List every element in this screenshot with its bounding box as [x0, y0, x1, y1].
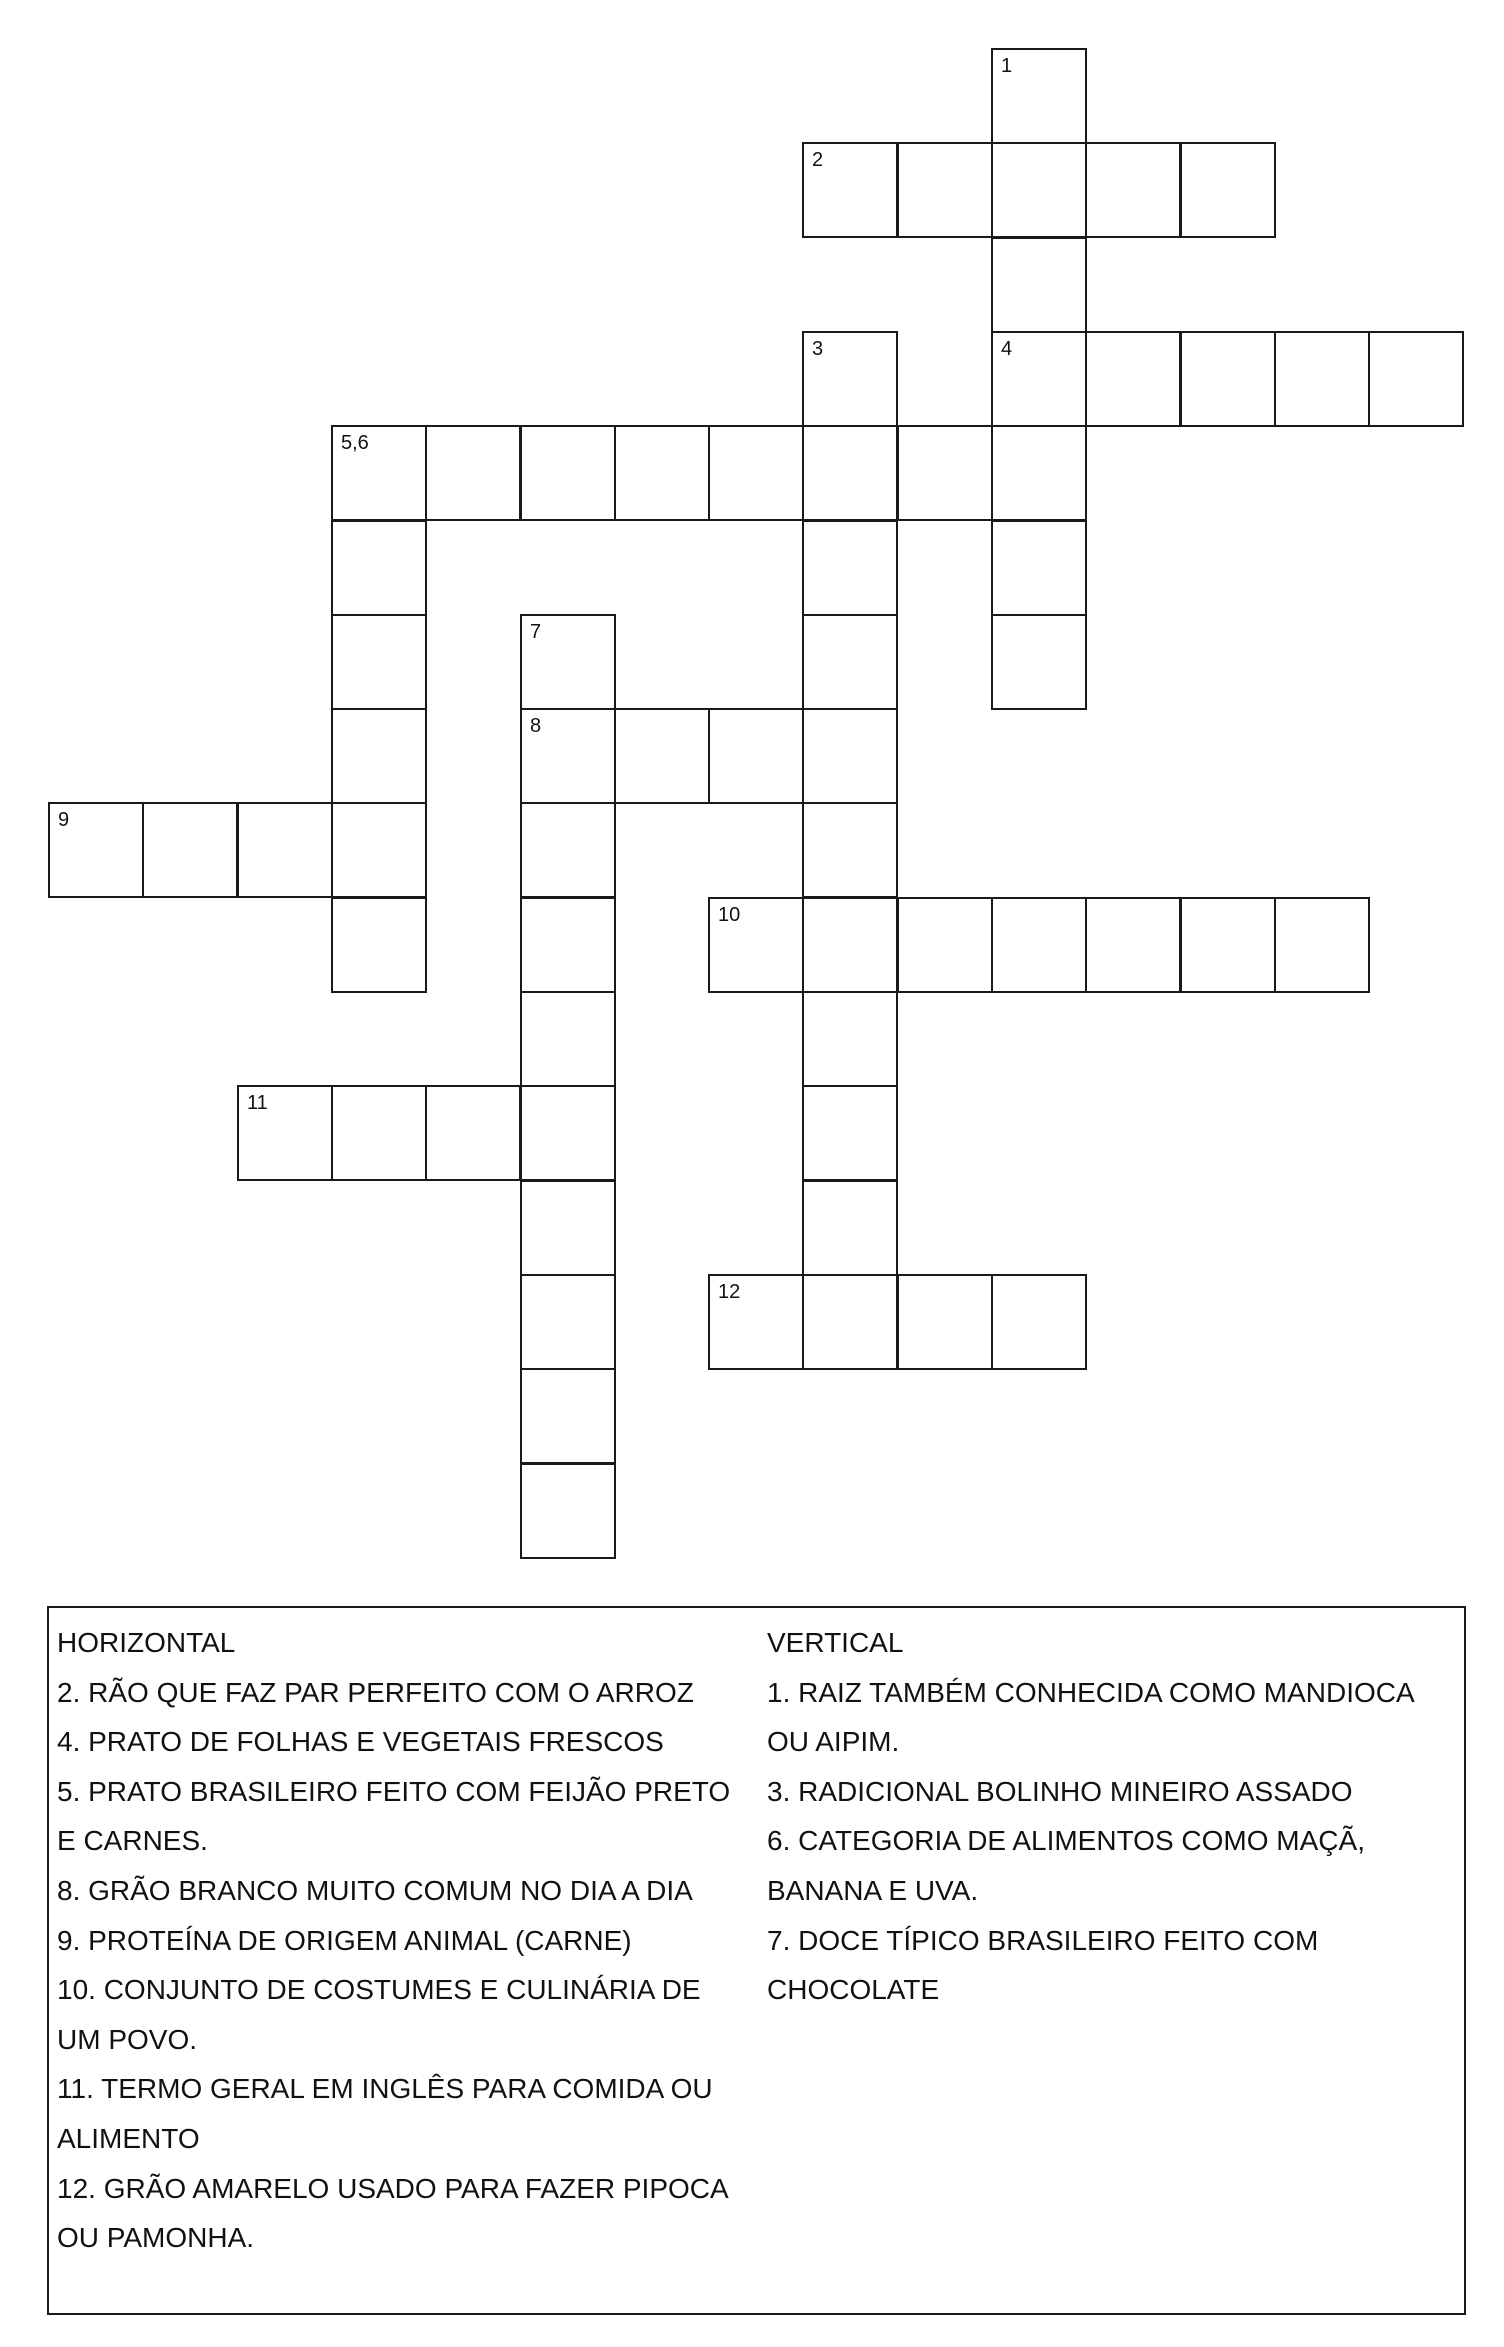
crossword-cell[interactable] — [1180, 331, 1276, 427]
horizontal-clue-line: 5. PRATO BRASILEIRO FEITO COM FEIJÃO PRETO — [57, 1775, 731, 1807]
clue-number: 3 — [812, 338, 824, 360]
crossword-cell[interactable] — [237, 802, 333, 898]
vertical-clue-line: 6. CATEGORIA DE ALIMENTOS COMO MAÇÃ, — [767, 1825, 1365, 1857]
horizontal-clue-line: OU PAMONHA. — [57, 2222, 255, 2254]
crossword-cell[interactable] — [802, 1274, 898, 1370]
crossword-cell[interactable] — [897, 142, 993, 238]
crossword-cell[interactable] — [802, 802, 898, 898]
horizontal-clue-line: 10. CONJUNTO DE COSTUMES E CULINÁRIA DE — [57, 1974, 701, 2006]
vertical-clue-line: OU AIPIM. — [767, 1726, 900, 1758]
crossword-cell[interactable] — [991, 520, 1087, 616]
crossword-cell[interactable] — [1180, 897, 1276, 993]
crossword-cell[interactable] — [708, 425, 804, 521]
horizontal-clue-line: 8. GRÃO BRANCO MUITO COMUM NO DIA A DIA — [57, 1874, 693, 1906]
crossword-cell[interactable] — [802, 708, 898, 804]
crossword-cell[interactable] — [520, 614, 616, 710]
crossword-cell[interactable] — [802, 614, 898, 710]
crossword-cell[interactable] — [614, 708, 710, 804]
crossword-cell[interactable] — [708, 708, 804, 804]
crossword-cell[interactable] — [991, 331, 1087, 427]
crossword-cell[interactable] — [802, 1180, 898, 1276]
crossword-cell[interactable] — [520, 1180, 616, 1276]
horizontal-clue-line: E CARNES. — [57, 1825, 208, 1857]
clue-number: 4 — [1001, 338, 1013, 360]
clue-number: 12 — [718, 1281, 741, 1303]
horizontal-clue-line: 2. RÃO QUE FAZ PAR PERFEITO COM O ARROZ — [57, 1676, 694, 1708]
vertical-clues — [767, 1618, 1467, 2015]
crossword-cell[interactable] — [520, 1274, 616, 1370]
crossword-cell[interactable] — [425, 1085, 521, 1181]
horizontal-clue-line: UM POVO. — [57, 2023, 198, 2055]
crossword-cell[interactable] — [520, 425, 616, 521]
crossword-cell[interactable] — [802, 897, 898, 993]
horizontal-clue-line: 11. TERMO GERAL EM INGLÊS PARA COMIDA OU — [57, 2073, 713, 2105]
horizontal-clue-line: 9. PROTEÍNA DE ORIGEM ANIMAL (CARNE) — [57, 1924, 632, 1956]
clue-number: 9 — [58, 809, 70, 831]
crossword-cell[interactable] — [614, 425, 710, 521]
crossword-cell[interactable] — [331, 614, 427, 710]
horizontal-clue-line: 4. PRATO DE FOLHAS E VEGETAIS FRESCOS — [57, 1726, 664, 1758]
vertical-clue-line: 1. RAIZ TAMBÉM CONHECIDA COMO MANDIOCA — [767, 1676, 1415, 1708]
clue-number: 10 — [718, 904, 741, 926]
crossword-cell[interactable] — [708, 897, 804, 993]
clue-number: 2 — [812, 149, 824, 171]
crossword-cell[interactable] — [425, 425, 521, 521]
crossword-cell[interactable] — [802, 520, 898, 616]
crossword-cell[interactable] — [331, 708, 427, 804]
crossword-cell[interactable] — [237, 1085, 333, 1181]
crossword-cell[interactable] — [520, 802, 616, 898]
crossword-cell[interactable] — [1274, 897, 1370, 993]
clue-number: 11 — [247, 1092, 268, 1114]
crossword-cell[interactable] — [520, 1463, 616, 1559]
crossword-cell[interactable] — [331, 802, 427, 898]
crossword-cell[interactable] — [520, 991, 616, 1087]
vertical-clue-line: CHOCOLATE — [767, 1974, 940, 2006]
crossword-cell[interactable] — [1085, 331, 1181, 427]
crossword-cell[interactable] — [802, 142, 898, 238]
crossword-cell[interactable] — [991, 425, 1087, 521]
crossword-cell[interactable] — [142, 802, 238, 898]
crossword-cell[interactable] — [520, 1368, 616, 1464]
crossword-cell[interactable] — [897, 425, 993, 521]
crossword-cell[interactable] — [520, 897, 616, 993]
crossword-cell[interactable] — [991, 897, 1087, 993]
crossword-cell[interactable] — [802, 425, 898, 521]
clues-box — [47, 1606, 1466, 2315]
horizontal-clue-line: 12. GRÃO AMARELO USADO PARA FAZER PIPOCA — [57, 2172, 729, 2204]
crossword-cell[interactable] — [708, 1274, 804, 1370]
crossword-cell[interactable] — [331, 425, 427, 521]
vertical-clue-line: 7. DOCE TÍPICO BRASILEIRO FEITO COM — [767, 1924, 1319, 1956]
horizontal-clue-line: ALIMENTO — [57, 2122, 200, 2154]
clue-number: 1 — [1001, 55, 1013, 77]
vertical-clue-line: BANANA E UVA. — [767, 1874, 979, 1906]
crossword-cell[interactable] — [802, 991, 898, 1087]
horizontal-title: HORIZONTAL — [57, 1627, 236, 1658]
crossword-cell[interactable] — [897, 897, 993, 993]
crossword-cell[interactable] — [520, 1085, 616, 1181]
crossword-cell[interactable] — [331, 520, 427, 616]
crossword-cell[interactable] — [897, 1274, 993, 1370]
clue-number: 8 — [530, 715, 542, 737]
crossword-cell[interactable] — [1085, 897, 1181, 993]
crossword-cell[interactable] — [802, 331, 898, 427]
crossword-cell[interactable] — [1274, 331, 1370, 427]
vertical-clue-line: 3. RADICIONAL BOLINHO MINEIRO ASSADO — [767, 1775, 1353, 1807]
clue-number: 5,6 — [341, 432, 369, 454]
crossword-cell[interactable] — [991, 614, 1087, 710]
crossword-cell[interactable] — [991, 48, 1087, 144]
crossword-cell[interactable] — [48, 802, 144, 898]
crossword-cell[interactable] — [1085, 142, 1181, 238]
crossword-cell[interactable] — [991, 1274, 1087, 1370]
crossword-cell[interactable] — [991, 237, 1087, 333]
crossword-cell[interactable] — [331, 1085, 427, 1181]
crossword-cell[interactable] — [802, 1085, 898, 1181]
crossword-cell[interactable] — [331, 897, 427, 993]
crossword-cell[interactable] — [1180, 142, 1276, 238]
vertical-title: VERTICAL — [767, 1627, 904, 1658]
crossword-cell[interactable] — [991, 142, 1087, 238]
horizontal-clues — [57, 1618, 757, 2263]
clue-number: 7 — [530, 621, 542, 643]
crossword-cell[interactable] — [520, 708, 616, 804]
crossword-cell[interactable] — [1368, 331, 1464, 427]
